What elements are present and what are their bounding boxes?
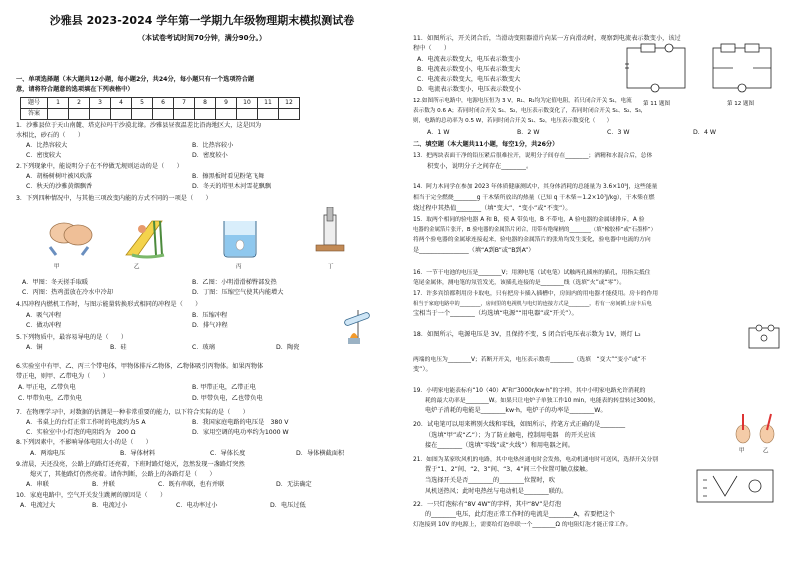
q5-option-b[interactable]: B．硅 <box>110 344 127 351</box>
question-20-cont: （选填“甲”或“乙”）；为了防止触电，控制用电器 的开关应该 <box>425 432 596 439</box>
question-16-cont: 笔尾金属体，测电笔的氖管发光，该插孔连接的是________线（选填“火”或“零”）。 <box>413 280 626 286</box>
question-14: 14．阿力木同学在参加 2023 年体质健康测试中，其身体消耗的总能量为 3.6×10⁵J，这些能量 <box>413 184 658 190</box>
question-21: 21．如图为某家吹风机的电路，其中电热丝通电时会发热，电动机通电时可送风，选择开关分别 <box>413 457 659 463</box>
answer-cell[interactable] <box>237 109 258 120</box>
question-20-cont-2: 接在________（选填“零线”或“火线”）和用电器之间。 <box>425 442 574 449</box>
table-cell: 2 <box>69 98 90 109</box>
table-cell: 10 <box>237 98 258 109</box>
q12-option-b[interactable]: B．2 W <box>517 129 540 136</box>
q1-option-b[interactable]: B．比热容较小 <box>192 142 234 149</box>
q12-option-c[interactable]: C．3 W <box>607 129 630 136</box>
table-cell: 1 <box>48 98 69 109</box>
q10-option-a[interactable]: A．电流过大 <box>20 502 56 509</box>
answer-cell[interactable] <box>153 109 174 120</box>
table-cell: 7 <box>174 98 195 109</box>
question-6-cont: 带正电，则甲、乙带电为（ ） <box>16 373 109 380</box>
answer-cell[interactable] <box>90 109 111 120</box>
table-cell: 3 <box>90 98 111 109</box>
question-2: 2.下列现象中，能说明分子在不停做无规则运动的是（ ） <box>16 163 183 170</box>
pen-label-yi: 乙 <box>763 448 769 454</box>
hands-rubbing-figure <box>50 223 92 255</box>
question-15-cont: 电器的金属箔片张开，B 验电器的金属箔片闭合，用带有绝缘柄的________（填“橡胶棒”或“石墨棒”） <box>413 227 656 233</box>
pen-label-jia: 甲 <box>739 448 745 454</box>
q2-option-c[interactable]: C．秋天的沙雅黄烟飘香 <box>26 183 93 190</box>
q5-option-c[interactable]: C．玻璃 <box>192 344 215 351</box>
q4-option-b[interactable]: B．压缩冲程 <box>192 312 228 319</box>
question-14-cont-2: 烧过程中其热值________（填“变大”、“变小”或“不变”）。 <box>413 205 572 212</box>
answer-cell[interactable] <box>132 109 153 120</box>
q3-option-b[interactable]: B．乙图：小明滑滑梯臀部发热 <box>192 279 277 286</box>
question-18: 18．如图所示，电源电压是 3V，且保持不变，S 闭合后电压表示数为 1V，则灯 L₂ <box>413 331 641 338</box>
figure-11-caption: 第 11 题图 <box>643 101 670 107</box>
q1-option-d[interactable]: D．密度较小 <box>192 152 228 159</box>
q11-option-b[interactable]: B．电流表示数变小，电压表示数变大 <box>417 66 521 73</box>
question-19: 19．小明家电能表标有“10（40）A”和“3000r/kw·h”的字样，其中小明家电路允许消耗的 <box>413 388 646 394</box>
q6-option-d[interactable]: D. 甲带负电，乙也带负电 <box>192 395 263 402</box>
question-10: 10．家庭电路中，空气开关发生跳闸的原因是（ ） <box>16 492 167 499</box>
question-21-cont: 置于“1、2”间、“2、3”间、“3、4”间三个位置可触点接触。 <box>425 466 592 473</box>
q7-option-c[interactable]: C．实验室中小灯泡的电阻约为 200 Ω <box>26 429 136 436</box>
answer-cell[interactable] <box>195 109 216 120</box>
hair-dryer-circuit-figure <box>693 466 777 506</box>
q3-option-a[interactable]: A．甲图：冬天搓手取暖 <box>22 279 89 286</box>
question-22-cont: 的________电压，此灯泡正常工作时的电流是________A，若要把这个 <box>425 511 615 518</box>
question-9: 9.清晨，天还没亮，公路上的路灯还亮着，下班时路灯熄灭，忽然发现一盏路灯突然 <box>16 461 245 468</box>
air-compression-figure <box>316 207 344 251</box>
question-7: 7．在物理学习中，对数据的估测是一种非常重要的能力，以下符合实际的是（ ） <box>16 409 249 416</box>
answer-cell[interactable] <box>174 109 195 120</box>
q9-option-b[interactable]: B．并联 <box>92 481 115 488</box>
q3-caption-ding: 丁 <box>328 264 334 270</box>
page-title: 沙雅县 2023-2024 学年第一学期九年级物理期末模拟测试卷 <box>49 14 355 27</box>
question-20: 20．试电笔可以用来辨别火线和零线，如图所示，持笔方式正确的是________ <box>413 421 626 428</box>
section-2-title: 二、填空题（本大题共11小题，每空1分，共26分） <box>413 141 559 148</box>
q4-option-a[interactable]: A．吸气冲程 <box>26 312 62 319</box>
question-15-cont-2: 将两个验电器的金属球连接起来，验电器的金属箔片的张角均发生变化，验电器中电流的方向 <box>413 237 651 243</box>
question-21-cont-3: 风机送热风；此时电热丝与电动机是________联的。 <box>425 488 568 495</box>
answer-cell[interactable] <box>216 109 237 120</box>
circuit-12-figure <box>713 44 771 92</box>
table-cell: 11 <box>258 98 279 109</box>
table-cell: 8 <box>195 98 216 109</box>
test-pen-jia-figure <box>736 414 750 443</box>
section-1-title-cont: 意，请将符合题意的选项填在下列表格中） <box>16 86 134 93</box>
answer-cell[interactable] <box>279 109 300 120</box>
answer-cell[interactable] <box>258 109 279 120</box>
table-cell: 12 <box>279 98 300 109</box>
question-6: 6.实验室中有甲、乙、丙三个带电体，甲物体排斥乙物体，乙物体吸引丙物体。如果丙物体 <box>16 363 264 370</box>
question-17: 17．许多宾馆都利用房卡取电，只有把房卡插入插槽中，房间内的用电器才能使用。房卡的作用 <box>413 291 659 297</box>
table-cell: 4 <box>111 98 132 109</box>
q3-figures <box>34 207 364 261</box>
q7-option-a[interactable]: A．书桌上的台灯正常工作时的电流约为5 A <box>26 419 146 426</box>
q8-option-c[interactable]: C．导体长度 <box>210 450 246 457</box>
q7-option-b[interactable]: B．我国家庭电路的电压是 380 V <box>192 419 289 426</box>
q10-option-b[interactable]: B．电流过小 <box>92 502 128 509</box>
table-cell: 9 <box>216 98 237 109</box>
table-cell: 题号 <box>21 98 48 109</box>
question-17-cont-2: 宝相当于一个________（均选填“电源”“用电器”或“开关”）。 <box>413 310 578 317</box>
test-pen-figure <box>731 412 781 446</box>
q10-option-d[interactable]: D．电压过低 <box>270 502 306 509</box>
question-18-cont: 两端的电压为________V；若断开开关，电压表示数将________（选填 “变大”“变小”或“不 <box>413 357 647 363</box>
question-15-cont-3: 是________________（填“A到B”或“B到A”） <box>413 247 535 254</box>
answer-cell[interactable] <box>111 109 132 120</box>
q10-option-c[interactable]: C．电功率过小 <box>176 502 218 509</box>
q1-option-c[interactable]: C．密度较大 <box>26 152 62 159</box>
q6-option-c[interactable]: C. 甲带负电，乙带负电 <box>18 395 82 402</box>
table-cell: 答案 <box>21 109 48 120</box>
question-1: 1．沙雅县位于天山南麓、塔克拉玛干沙漠北缘。沙雅县昼夜温差比沿海地区大，这是因为 <box>16 122 262 129</box>
question-22: 22．一只灯泡标有“8V 4W”的字样，其中“8V”是灯泡 <box>413 501 562 508</box>
question-3: 3．下列四种情况中，与其他三项改变内能的方式不同的一项是（ ） <box>16 195 212 202</box>
q6-option-b[interactable]: B. 甲带正电，乙带正电 <box>192 384 256 391</box>
q4-option-c[interactable]: C．做功冲程 <box>26 322 62 329</box>
question-8: 8.下列因素中，不影响导体电阻大小的是（ ） <box>16 439 152 446</box>
question-17-cont: 相当于家庭电路中的________，房间里的电视机与电灯的连接方式是________。若有一房间插上房卡后电 <box>413 301 652 307</box>
q9-option-a[interactable]: A．串联 <box>26 481 49 488</box>
question-16: 16．一节干电池的电压是________V；用测电笔（试电笔）试触两孔插座的插孔，用指尖抵住 <box>413 270 651 276</box>
page-subtitle: （本试卷考试时间70分钟，满分90分。） <box>138 34 266 42</box>
q18-circuit-figure <box>747 324 781 352</box>
answer-table <box>20 97 300 120</box>
question-11: 11．如图所示，开关闭合后，当滑动变阻器滑片向某一方向滑动时，观察到电流表示数变小，该过 <box>413 35 681 42</box>
question-9-cont: 熄灭了，其他路灯仍然亮着。请你判断，公路上的各路灯是（ ） <box>30 471 216 478</box>
q3-caption-bing: 丙 <box>236 264 242 270</box>
question-4: 4.四冲程内燃机工作时，与图示能量转换形式相同的冲程是（ ） <box>16 301 202 308</box>
q2-option-d[interactable]: D．冬天的塔里木河雪花飘飘 <box>192 183 272 190</box>
question-12-cont: 表示数为 0.6 A；若同时闭合开关 S₁、S₂，电压表示数变化了，若同时闭合开关 S₁、S₂、S₃， <box>413 108 647 114</box>
q1-option-a[interactable]: A．比热容较大 <box>26 142 68 149</box>
q12-option-a[interactable]: A．1 W <box>427 129 450 136</box>
q5-option-d[interactable]: D．陶瓷 <box>276 344 300 351</box>
q3-caption-jia: 甲 <box>54 264 60 270</box>
answer-cell[interactable] <box>69 109 90 120</box>
question-19-cont-2: 电炉子消耗的电能是________kw·h，电炉子的功率是________W。 <box>425 407 607 414</box>
question-13-cont: 积变小，说明分子之间存在________。 <box>427 163 533 170</box>
q11-option-d[interactable]: D．电流表示数变小，电压表示数变小 <box>417 86 521 93</box>
q8-option-d[interactable]: D．导体横截面积 <box>296 450 345 457</box>
question-14-cont: 相当于完全燃烧________g 干木柴所放出的热量（已知 q 干木柴＝1.2×10⁷J/kg），干木柴在燃 <box>413 195 655 201</box>
q8-option-a[interactable]: A．两端电压 <box>30 450 66 457</box>
answer-cell[interactable] <box>48 109 69 120</box>
test-pen-yi-figure <box>760 414 774 443</box>
q3-option-d[interactable]: D．丁图：压缩空气使其内能增大 <box>192 289 284 296</box>
table-cell: 5 <box>132 98 153 109</box>
question-21-cont-2: 当选择开关是否________的________位置时，吹 <box>425 477 555 484</box>
section-1-title: 一、单项选择题（本大题共12小题，每小题2分，共24分，每小题只有一个选项符合题 <box>16 76 255 83</box>
table-answer-row <box>21 109 300 120</box>
question-19-cont: 耗的最大功率是________W。如果只让电炉子单独工作10 min，电能表的转盘转过300转， <box>425 398 660 404</box>
heating-tube-figure <box>336 306 382 346</box>
q4-option-d[interactable]: D．排气冲程 <box>192 322 228 329</box>
question-1-cont: 水相比，砂石的（ ） <box>16 132 85 139</box>
q3-caption-yi: 乙 <box>134 264 140 270</box>
q11-option-c[interactable]: C．电流表示数变大，电压表示数变大 <box>417 76 521 83</box>
question-11-cont: 程中（ ） <box>413 45 451 52</box>
question-15: 15．取两个相同的验电器 A 和 B，使 A 带负电，B 不带电，A 验电器的金属球排斥，A 验 <box>413 217 645 223</box>
q11-option-a[interactable]: A．电流表示数变大，电压表示数变小 <box>417 56 521 63</box>
slide-figure <box>126 221 164 257</box>
q2-option-a[interactable]: A．胡杨树树叶被风吹落 <box>26 173 93 180</box>
question-18-cont-2: 变”）。 <box>413 366 432 373</box>
q12-option-d[interactable]: D．4 W <box>693 129 716 136</box>
question-13: 13．把两块表面干净的铅压紧后很难拉开，说明分子间存在________；酒精和水混合后，总体 <box>413 153 653 159</box>
circuit-11-figure <box>625 44 685 92</box>
q8-option-b[interactable]: B．导体材料 <box>120 450 156 457</box>
question-12-cont-2: 则，电路的总功率为 0.5 W，若同时闭合开关 S₁、S₂，电压表示数变化（ ） <box>413 118 613 124</box>
q9-option-d[interactable]: D．无法确定 <box>276 481 312 488</box>
question-5: 5.下列物质中，最容易导电的是（ ） <box>16 334 128 341</box>
q11-q12-circuit-figures <box>621 42 777 98</box>
beaker-figure <box>224 221 256 257</box>
q7-option-d[interactable]: D．家用空调的电功率约为1000 W <box>192 429 289 436</box>
figure-12-caption: 第 12 题图 <box>727 101 754 107</box>
q2-option-b[interactable]: B．擦黑板时看见粉笔飞舞 <box>192 173 265 180</box>
q3-option-c[interactable]: C．丙图：热鸡蛋放在冷水中冷却 <box>22 289 113 296</box>
table-cell: 6 <box>153 98 174 109</box>
q6-option-a[interactable]: A. 甲正电，乙带负电 <box>18 384 76 391</box>
table-header-row <box>21 98 300 109</box>
question-22-cont-2: 灯泡接到 10V 的电源上，需要给灯泡串联一个________Ω 的电阻灯泡才能正常工作。 <box>413 522 632 528</box>
q9-option-c[interactable]: C．既有串联，也有并联 <box>158 481 225 488</box>
question-12: 12.如图所示电路中，电源电压恒为 3 V，R₁、R₂均为定值电阻，若只闭合开关 S₁，电流 <box>413 98 632 104</box>
q5-option-a[interactable]: A．铜 <box>26 344 43 351</box>
